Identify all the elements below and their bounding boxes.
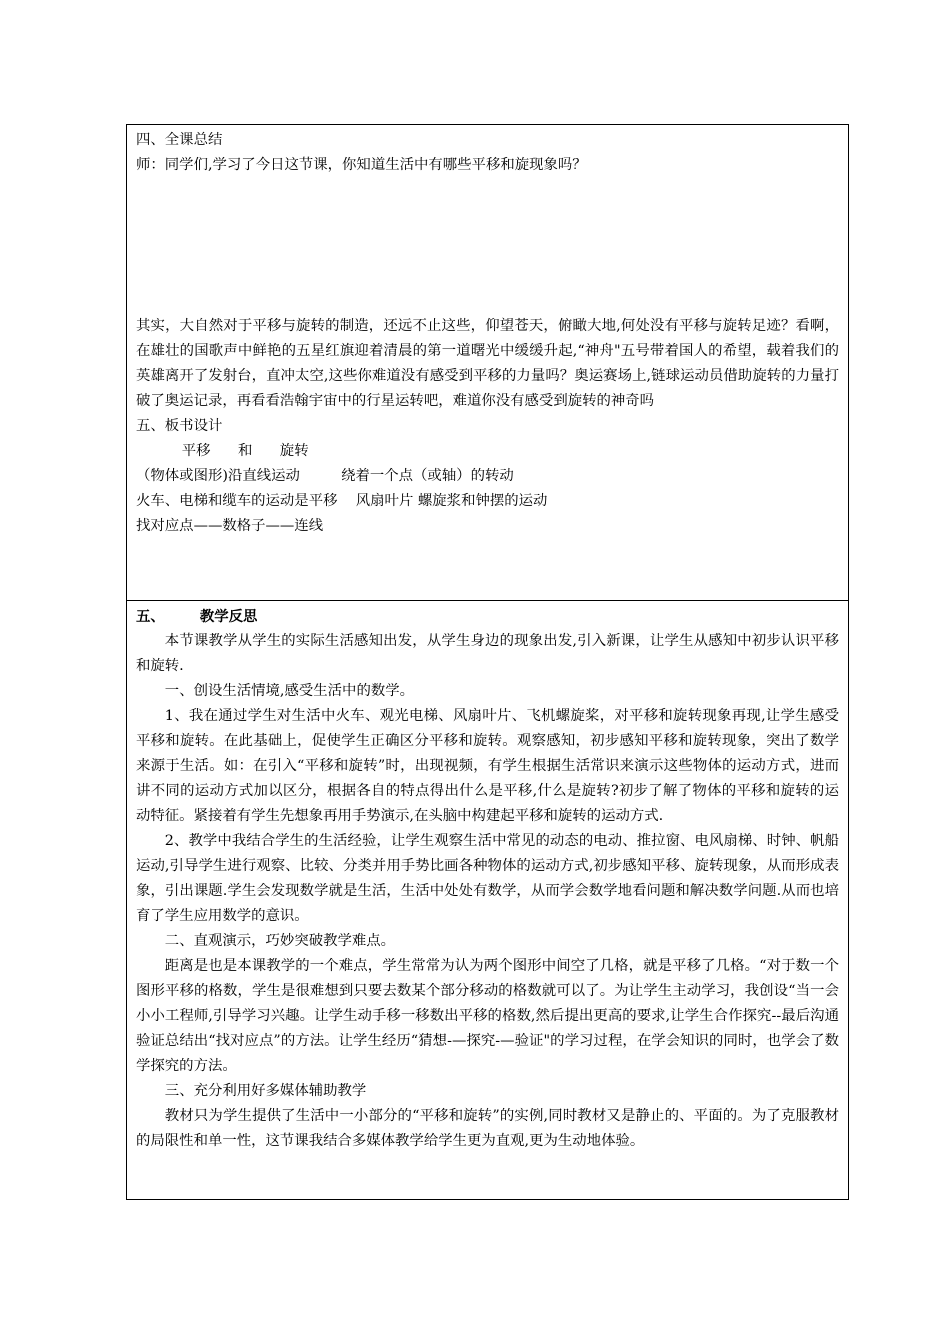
teacher-question: 师：同学们,学习了今日这节课，你知道生活中有哪些平移和旋现象吗？ [136,157,587,173]
board-line-3: 火车、电梯和缆车的运动是平移 风扇叶片 螺旋浆和钟摆的运动 [136,493,548,509]
summary-cell [127,125,849,601]
reflection-heading: 五、 教学反思 [136,608,258,625]
reflection-paragraph: 距离是也是本课教学的一个难点，学生常常为认为两个图形中间空了几格，就是平移了几格。“对于数一个图形平移的格数，学生是很难想到只要去数某个部分移动的格数就可以了。为让学生主动学习，我创设“当一会小小工程师,引导学习兴趣。让学生动手移一移数出平移的格数,然后提出更高的要求,让学生合作探究--最后沟通验证总结出“找对应点”的方法。让学生经历“猜想-—探究-—验证"的学习过程，在学会知识的同时，也学会了数学探究的方法。 [136,958,839,1074]
closing-paragraph: 其实，大自然对于平移与旋转的制造，还远不止这些，仰望苍天，俯瞰大地,何处没有平移与旋转足迹？看啊，在雄壮的国歌声中鲜艳的五星红旗迎着清晨的第一道曙光中缓缓升起,“神舟"五号带着国人的希望，载着我们的英雄离开了发射台，直冲太空,这些你难道没有感受到平移的力量吗？奥运赛场上,链球运动员借助旋转的力量打破了奥运记录，再看看浩翰宇宙中的行星运转吧，难道你没有感受到旋转的神奇吗 [136,318,839,409]
reflection-paragraph: 教材只为学生提供了生活中一小部分的“平移和旋转”的实例,同时教材又是静止的、平面的。为了克服教材的局限性和单一性，这节课我结合多媒体教学给学生更为直观,更为生动地体验。 [136,1108,839,1149]
board-design-heading: 五、板书设计 [136,418,223,434]
summary-heading: 四、全课总结 [136,132,223,148]
board-line-1: 平移 和 旋转 [136,443,309,459]
reflection-paragraph: 本节课教学从学生的实际生活感知出发，从学生身边的现象出发,引入新课，让学生从感知中初步认识平移和旋转. [136,633,839,674]
reflection-row [127,601,849,1200]
blank-space [136,178,839,314]
summary-row [127,125,849,601]
board-line-4: 找对应点——数格子——连线 [136,518,324,534]
reflection-paragraph: 2、教学中我结合学生的生活经验，让学生观察生活中常见的动态的电动、推拉窗、电风扇梯、时钟、帆船运动,引导学生进行观察、比较、分类并用手势比画各种物体的运动方式,初步感知平移、旋转现象，从而形成表象，引出课题.学生会发现数学就是生活，生活中处处有数学，从而学会数学地看问题和解决数学问题.从而也培育了学生应用数学的意识。 [136,833,839,924]
reflection-paragraph: 二、直观演示，巧妙突破教学难点。 [164,933,396,949]
reflection-cell [127,601,849,1200]
board-line-2: （物体或图形)沿直线运动 绕着一个点（或轴）的转动 [136,468,514,484]
reflection-paragraph: 一、创设生活情境,感受生活中的数学。 [164,683,415,699]
reflection-paragraph: 1、我在通过学生对生活中火车、观光电梯、风扇叶片、飞机螺旋桨，对平移和旋转现象再现,让学生感受平移和旋转。在此基础上，促使学生正确区分平移和旋转。观察感知，初步感知平移和旋转现象，突出了数学来源于生活。如：在引入“平移和旋转”时，出现视频，有学生根据生活常识来演示这些物体的运动方式，进而讲不同的运动方式加以区分，根据各自的特点得出什么是平移,什么是旋转?初步了解了物体的平移和旋转的运动特征。紧接着有学生先想象再用手势演示,在头脑中构建起平移和旋转的运动方式. [136,708,839,824]
reflection-paragraph: 三、充分利用好多媒体辅助教学 [164,1083,367,1099]
lesson-plan-table [126,124,849,1200]
